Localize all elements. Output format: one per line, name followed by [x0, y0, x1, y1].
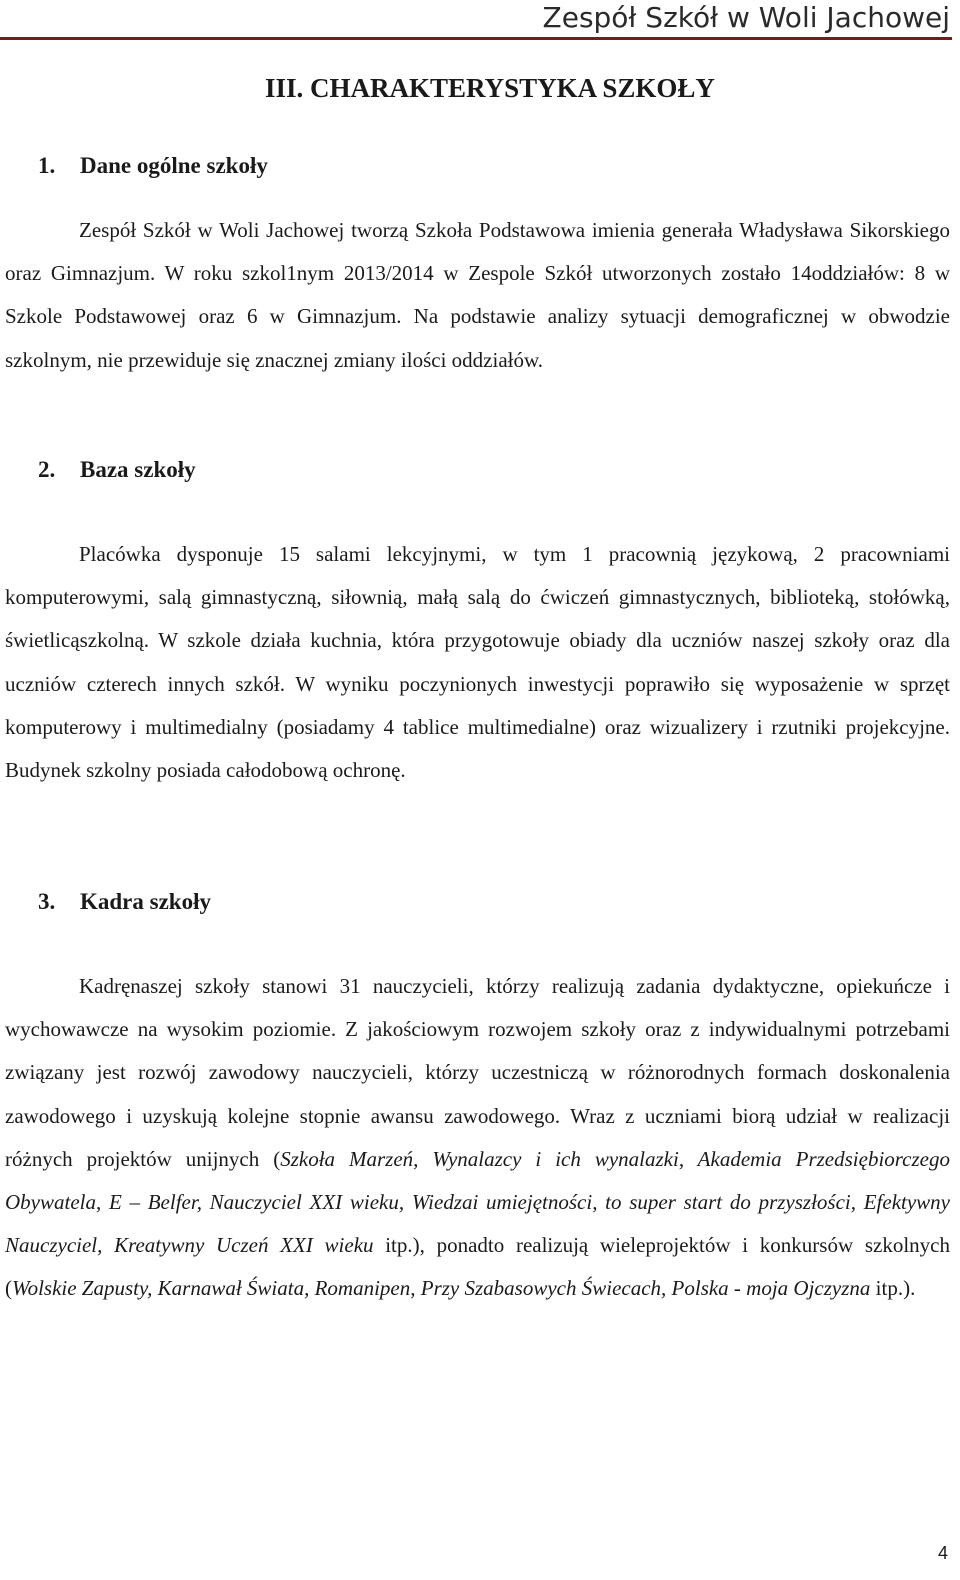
paragraph-text: Zespół Szkół w Woli Jachowej tworzą Szkoła Podstawowa imienia generała Władysława Sikorskiego oraz Gimnazjum. W roku szkol1nym 2013/2014 w Zespole Szkół utworzonych zostało 14oddziałów: 8 w Szkole Podstawowej oraz 6 w Gimnazjum. Na podstawie analizy sytuacji demograficznej w obwodzie szkolnym, nie przewiduje się znacznej zmiany ilości oddziałów.: [5, 218, 950, 372]
paragraph-base: [5, 533, 950, 792]
eu-projects-list: Szkoła Marzeń, Wynalazcy i ich wynalazki, Akademia Przedsiębiorczego Obywatela, E – Belfer, Nauczyciel XXI wieku, Wiedzai umiejętności, to super start do przyszłości, Efektywny Nauczyciel, Kreatywny Uczeń XXI wieku: [5, 1146, 950, 1258]
school-projects-list: Wolskie Zapusty, Karnawał Świata, Romanipen, Przy Szabasowych Świecach, Polska - moja Ojczyzna: [12, 1276, 871, 1301]
paragraph-general: [5, 209, 950, 382]
header-rule: [0, 37, 952, 40]
section-heading-staff: [38, 886, 211, 918]
paragraph-text: Placówka dysponuje 15 salami lekcyjnymi, w tym 1 pracownią językową, 2 pracowniami komputerowymi, salą gimnastyczną, siłownią, małą salą do ćwiczeń gimnastycznych, biblioteką, stołówką, świetlicąszkolną. W szkole działa kuchnia, która przygotowuje obiady dla uczniów naszej szkoły oraz dla uczniów czterech innych szkół. W wyniku poczynionych inwestycji poprawiło się wyposażenie w sprzęt komputerowy i multimedialny (posiadamy 4 tablice multimedialne) oraz wizualizery i rzutniki projekcyjne. Budynek szkolny posiada całodobową ochronę.: [5, 542, 950, 783]
section-number: 2.: [38, 457, 56, 482]
section-title: Baza szkoły: [80, 457, 196, 482]
section-number: 1.: [38, 153, 56, 178]
section-title: Dane ogólne szkoły: [80, 153, 268, 178]
section-title: Kadra szkoły: [80, 889, 211, 914]
paragraph-staff: [5, 965, 950, 1311]
paragraph-text-1: Kadręnaszej szkoły stanowi 31 nauczycieli, którzy realizują zadania dydaktyczne, opiekuńcze i wychowawcze na wysokim poziomie. Z jakościowym rozwojem szkoły oraz z indywidualnymi potrzebami związany jest rozwój zawodowy nauczycieli, którzy uczestniczą w różnorodnych formach doskonalenia zawodowego i uzyskują kolejne stopnie awansu zawodowego. Wraz z uczniami biorą udział w realizacji różnych projektów unijnych (: [5, 974, 950, 1171]
section-number: 3.: [38, 889, 56, 914]
section-heading-general: [38, 150, 268, 182]
paragraph-text-2: itp.), ponadto realizują wieleprojektów i konkursów szkolnych (: [5, 1233, 950, 1301]
paragraph-text-3: itp.).: [870, 1276, 916, 1301]
running-header: Zespół Szkół w Woli Jachowej: [542, 1, 950, 34]
section-heading-base: [38, 454, 196, 486]
page-number: 4: [937, 1543, 948, 1563]
chapter-title: III. CHARAKTERYSTYKA SZKOŁY: [265, 73, 715, 103]
